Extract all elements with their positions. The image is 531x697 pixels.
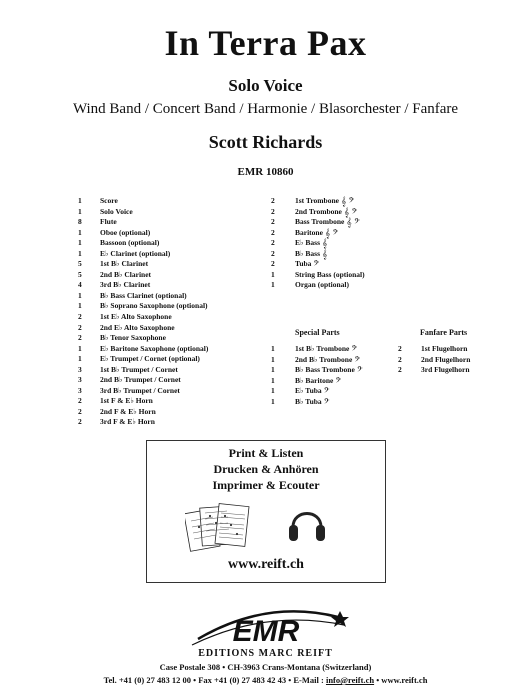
- fanfare-parts-heading: Fanfare Parts: [420, 328, 468, 337]
- part-name: B♭ Tuba: [295, 396, 322, 406]
- part-name: 3rd F & E♭ Horn: [100, 417, 155, 427]
- part-name: Oboe (optional): [100, 227, 151, 237]
- contact-website: • www.reift.ch: [374, 675, 428, 685]
- print-listen-box: [146, 440, 386, 583]
- part-row: [78, 396, 208, 407]
- part-quantity: 2: [398, 344, 402, 353]
- subtitle: Solo Voice: [228, 76, 303, 95]
- parts-list-brass: [271, 196, 367, 291]
- address: Case Postale 308 • CH-3963 Crans-Montana (Switzerland): [159, 662, 372, 672]
- clef-icon: 𝄢: [354, 354, 361, 365]
- promo-url: www.reift.ch: [228, 557, 304, 572]
- part-quantity: 1: [78, 248, 82, 258]
- part-name: 3rd B♭ Trumpet / Cornet: [100, 385, 180, 395]
- clef-icon: 𝄢: [356, 365, 363, 376]
- part-row: [271, 228, 367, 239]
- part-name: Organ (optional): [295, 280, 349, 290]
- part-row: [271, 238, 367, 249]
- clef-icon: 𝄞 𝄢: [324, 227, 339, 238]
- part-quantity: 2: [78, 322, 82, 332]
- part-row: [271, 259, 367, 270]
- part-quantity: 2: [78, 312, 82, 322]
- part-name: String Bass (optional): [295, 269, 365, 279]
- part-row: [78, 291, 208, 302]
- part-row: [271, 217, 367, 228]
- part-name: 1st E♭ Alto Saxophone: [100, 312, 172, 322]
- part-row: [78, 365, 208, 376]
- part-quantity: 2: [271, 248, 275, 258]
- part-quantity: 2: [78, 417, 82, 427]
- title: In Terra Pax: [164, 23, 367, 63]
- part-name: 2nd Flugelhorn: [421, 354, 471, 364]
- part-name: 1st Flugelhorn: [421, 344, 468, 353]
- part-name: 1st B♭ Clarinet: [100, 259, 149, 269]
- ensemble-line: Wind Band / Concert Band / Harmonie / Blasorchester / Fanfare: [72, 101, 459, 117]
- part-name: Tuba: [295, 259, 312, 269]
- part-quantity: 1: [78, 290, 82, 300]
- clef-icon: 𝄞 𝄢: [343, 206, 358, 217]
- part-name: B♭ Bass: [295, 248, 321, 258]
- part-row: [78, 417, 208, 428]
- parts-list-special: [271, 344, 363, 407]
- part-quantity: 2: [271, 217, 275, 227]
- part-quantity: 2: [398, 354, 402, 364]
- part-quantity: 2: [271, 238, 275, 248]
- part-quantity: 2: [398, 365, 402, 375]
- part-quantity: 3: [78, 364, 82, 374]
- promo-line-2: Drucken & Anhören: [213, 462, 319, 476]
- sheet-music-icon: [185, 501, 255, 553]
- part-name: E♭ Tuba: [295, 386, 322, 396]
- part-row: [271, 196, 367, 207]
- part-row: [78, 238, 208, 249]
- part-row: [78, 301, 208, 312]
- part-row: [78, 207, 208, 218]
- part-row: [78, 280, 208, 291]
- part-name: 2nd B♭ Trumpet / Cornet: [100, 375, 181, 385]
- part-quantity: 2: [271, 206, 275, 216]
- part-name: Score: [100, 196, 118, 205]
- part-name: E♭ Bass: [295, 238, 321, 248]
- part-name: 3rd B♭ Clarinet: [100, 280, 151, 290]
- part-row: [78, 407, 208, 418]
- part-name: 1st F & E♭ Horn: [100, 396, 153, 406]
- part-quantity: 1: [271, 386, 275, 396]
- part-name: Flute: [100, 217, 117, 227]
- part-row: [398, 344, 470, 355]
- part-row: [78, 217, 208, 228]
- part-name: B♭ Soprano Saxophone (optional): [100, 301, 208, 311]
- part-row: [271, 249, 367, 260]
- part-name: B♭ Baritone: [295, 375, 334, 385]
- part-name: Baritone: [295, 227, 323, 237]
- part-quantity: 1: [78, 343, 82, 353]
- part-row: [78, 249, 208, 260]
- part-name: E♭ Trumpet / Cornet (optional): [100, 354, 200, 364]
- part-quantity: 2: [271, 259, 275, 269]
- part-quantity: 1: [78, 301, 82, 311]
- contact-phone-fax: Tel. +41 (0) 27 483 12 00 • Fax +41 (0) 27 483 42 43 • E-Mail :: [103, 675, 326, 685]
- part-name: 1st B♭ Trombone: [295, 344, 350, 353]
- part-name: 2nd Trombone: [295, 206, 342, 216]
- part-name: 2nd B♭ Trombone: [295, 354, 353, 364]
- catalog-number: EMR 10860: [237, 166, 294, 178]
- part-row: [78, 344, 208, 355]
- promo-line-1: Print & Listen: [228, 446, 304, 460]
- parts-list-main: [78, 196, 208, 428]
- part-quantity: 2: [78, 406, 82, 416]
- promo-line-3: Imprimer & Ecouter: [212, 478, 320, 492]
- composer: Scott Richards: [208, 132, 323, 152]
- part-quantity: 5: [78, 269, 82, 279]
- part-row: [78, 312, 208, 323]
- clef-icon: 𝄞 𝄢: [346, 217, 360, 228]
- part-name: E♭ Baritone Saxophone (optional): [100, 343, 209, 353]
- part-name: B♭ Tenor Saxophone: [100, 333, 166, 343]
- clef-icon: 𝄞 𝄢: [340, 196, 355, 206]
- part-name: B♭ Bass Trombone: [295, 365, 355, 375]
- clef-icon: 𝄢: [323, 396, 330, 407]
- logo-mark: EMR: [232, 615, 300, 648]
- clef-icon: 𝄢: [323, 386, 330, 397]
- part-row: [398, 355, 470, 366]
- publisher-name: EDITIONS MARC REIFT: [198, 648, 333, 659]
- part-row: [78, 323, 208, 334]
- part-quantity: 1: [271, 344, 275, 353]
- part-quantity: 2: [78, 333, 82, 343]
- part-quantity: 3: [78, 385, 82, 395]
- part-quantity: 1: [78, 227, 82, 237]
- parts-list-fanfare: [398, 344, 470, 376]
- part-quantity: 5: [78, 259, 82, 269]
- part-name: 2nd B♭ Clarinet: [100, 269, 152, 279]
- part-quantity: 2: [78, 396, 82, 406]
- part-quantity: 1: [78, 238, 82, 248]
- part-quantity: 1: [271, 269, 275, 279]
- part-row: [78, 228, 208, 239]
- part-row: [271, 386, 363, 397]
- part-row: [271, 376, 363, 387]
- part-row: [271, 365, 363, 376]
- part-row: [78, 259, 208, 270]
- part-name: 2nd F & E♭ Horn: [100, 406, 156, 416]
- clef-icon: 𝄢: [313, 259, 320, 270]
- part-row: [78, 333, 208, 344]
- clef-icon: 𝄢: [351, 344, 358, 354]
- part-name: Bass Trombone: [295, 217, 345, 227]
- part-row: [398, 365, 470, 376]
- part-name: B♭ Bass Clarinet (optional): [100, 290, 187, 300]
- email-link[interactable]: info@reift.ch: [325, 675, 375, 685]
- part-quantity: 1: [271, 280, 275, 290]
- part-quantity: 2: [271, 227, 275, 237]
- part-row: [78, 375, 208, 386]
- part-quantity: 2: [271, 196, 275, 205]
- part-row: [271, 280, 367, 291]
- part-quantity: 3: [78, 375, 82, 385]
- part-quantity: 1: [78, 196, 82, 205]
- part-quantity: 8: [78, 217, 82, 227]
- part-row: [271, 355, 363, 366]
- part-row: [271, 270, 367, 281]
- part-row: [271, 344, 363, 355]
- part-name: E♭ Clarinet (optional): [100, 248, 171, 258]
- headphones-icon: [287, 501, 327, 547]
- contact-line: [0, 675, 531, 685]
- part-quantity: 1: [78, 206, 82, 216]
- part-row: [78, 196, 208, 207]
- special-parts-heading: Special Parts: [295, 328, 340, 337]
- clef-icon: 𝄢: [335, 375, 342, 386]
- clef-icon: 𝄞: [322, 238, 328, 249]
- part-name: Bassoon (optional): [100, 238, 160, 248]
- part-row: [78, 386, 208, 397]
- clef-icon: 𝄞: [322, 248, 328, 259]
- part-name: 1st Trombone: [295, 196, 339, 205]
- part-name: 3rd Flugelhorn: [421, 365, 470, 375]
- part-row: [271, 397, 363, 408]
- part-row: [271, 207, 367, 218]
- part-name: Solo Voice: [100, 206, 133, 216]
- part-quantity: 1: [271, 365, 275, 375]
- part-name: 1st B♭ Trumpet / Cornet: [100, 364, 178, 374]
- part-quantity: 1: [271, 354, 275, 364]
- part-name: 2nd E♭ Alto Saxophone: [100, 322, 175, 332]
- part-quantity: 4: [78, 280, 82, 290]
- part-quantity: 1: [271, 375, 275, 385]
- part-quantity: 1: [271, 396, 275, 406]
- part-row: [78, 354, 208, 365]
- part-quantity: 1: [78, 354, 82, 364]
- part-row: [78, 270, 208, 281]
